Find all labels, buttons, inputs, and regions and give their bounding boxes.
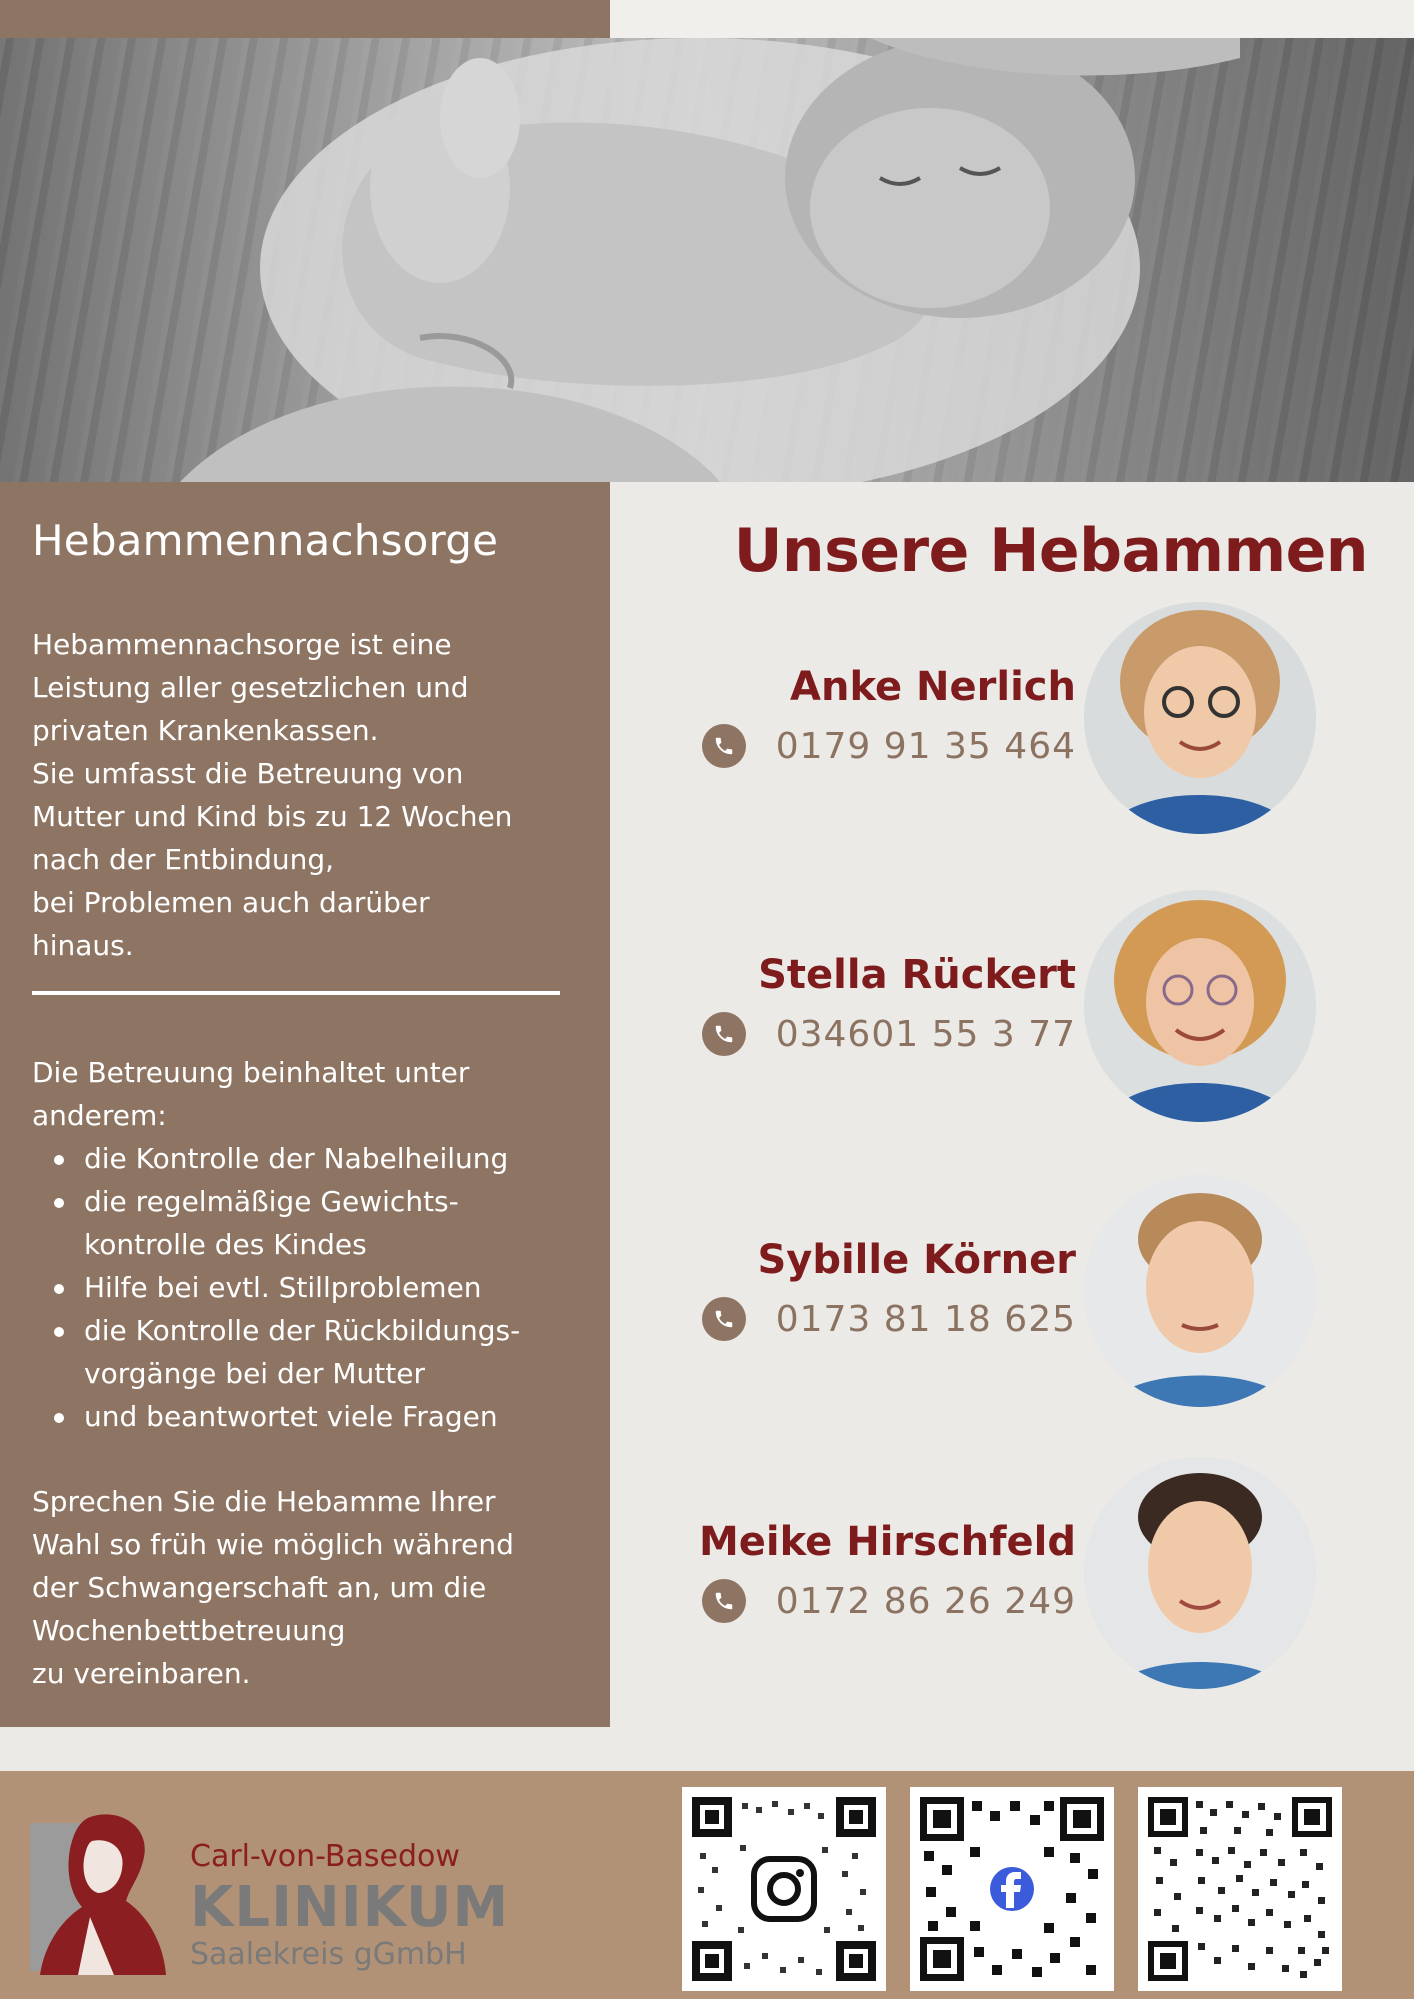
panel-title: Hebammennachsorge [32, 516, 499, 565]
list-item: die regelmäßige Gewichts- kontrolle des Kindes [32, 1180, 578, 1266]
qr-code-facebook[interactable] [910, 1787, 1114, 1991]
logo-text-klinikum: KLINIKUM [190, 1875, 510, 1940]
phone-row[interactable] [702, 1012, 1076, 1056]
qr-code-website[interactable] [1138, 1787, 1342, 1991]
closing-paragraph: Sprechen Sie die Hebamme Ihrer Wahl so früh wie möglich während der Schwangerschaft an, um die Wochenbettbetreuung zu vereinbaren. [32, 1485, 514, 1690]
portrait-photo [1084, 890, 1316, 1122]
phone-icon [702, 1012, 746, 1056]
phone-number: 0173 81 18 625 [775, 1298, 1076, 1340]
bullet-icon [54, 1284, 64, 1294]
top-light-strip [610, 0, 1414, 38]
intro-paragraph: Hebammennachsorge ist eine Leistung aller gesetzlichen und privaten Krankenkassen. Sie umfasst die Betreuung von Mutter und Kind bis zu 12 Wochen nach der Entbindung, bei Problemen auch darüber hinaus. [32, 628, 513, 962]
phone-icon [702, 724, 746, 768]
phone-row[interactable] [702, 724, 1076, 768]
bullet-icon [54, 1198, 64, 1208]
phone-row[interactable] [702, 1579, 1076, 1623]
midwife-name: Sybille Körner [757, 1237, 1076, 1283]
midwife-card-stella-rueckert [640, 890, 1340, 1130]
midwife-card-anke-nerlich [640, 602, 1340, 842]
divider-line [32, 991, 560, 995]
logo-text-name: Carl-von-Basedow [190, 1839, 460, 1874]
midwife-name: Anke Nerlich [790, 664, 1076, 710]
phone-number: 034601 55 3 77 [775, 1013, 1076, 1055]
phone-icon [702, 1297, 746, 1341]
care-intro-text: Die Betreuung beinhaltet unter anderem: [32, 1056, 470, 1132]
care-items-list [32, 1137, 578, 1438]
midwife-name: Meike Hirschfeld [698, 1519, 1076, 1565]
phone-number: 0179 91 35 464 [775, 725, 1076, 767]
phone-row[interactable] [702, 1297, 1076, 1341]
midwife-card-sybille-koerner [640, 1175, 1340, 1415]
hebammennachsorge-info-panel [0, 482, 610, 1727]
bullet-icon [54, 1327, 64, 1337]
list-item: die Kontrolle der Nabelheilung [32, 1137, 578, 1180]
logo-text-subtitle: Saalekreis gGmbH [190, 1937, 467, 1972]
list-item: die Kontrolle der Rückbildungs- vorgänge bei der Mutter [32, 1309, 578, 1395]
portrait-photo [1084, 1175, 1316, 1407]
bullet-icon [54, 1413, 64, 1423]
phone-icon [702, 1579, 746, 1623]
hero-photo-newborn [0, 38, 1414, 482]
bullet-icon [54, 1155, 64, 1165]
section-title: Unsere Hebammen [733, 516, 1368, 586]
qr-code-instagram[interactable] [682, 1787, 886, 1991]
phone-number: 0172 86 26 249 [775, 1580, 1076, 1622]
list-item: und beantwortet viele Fragen [32, 1395, 578, 1438]
basedow-portrait-logo [30, 1797, 170, 1975]
portrait-photo [1084, 602, 1316, 834]
footer-bar [0, 1771, 1414, 1999]
list-item: Hilfe bei evtl. Stillproblemen [32, 1266, 578, 1309]
midwife-card-meike-hirschfeld [640, 1457, 1340, 1697]
midwife-name: Stella Rückert [758, 952, 1076, 998]
portrait-photo [1084, 1457, 1316, 1689]
top-color-strip [0, 0, 610, 38]
